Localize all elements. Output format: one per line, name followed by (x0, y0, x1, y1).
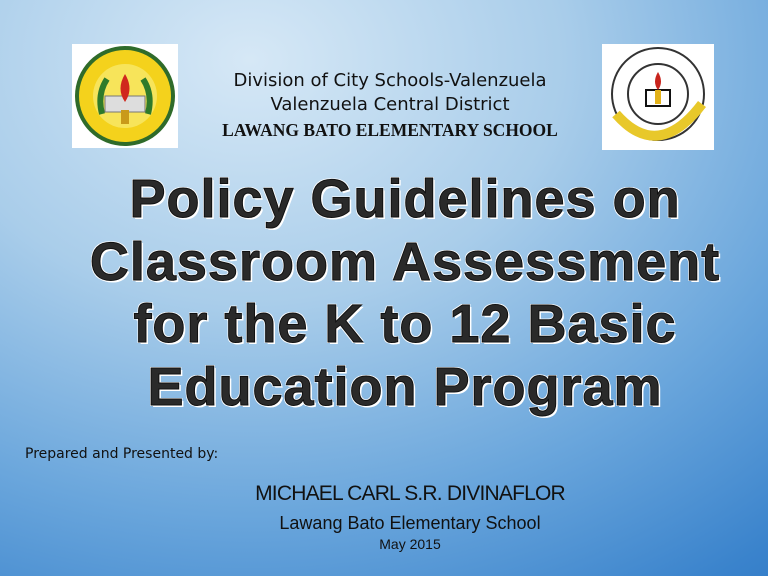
title-line: Education Program (147, 356, 663, 417)
title-line: for the K to 12 Basic (133, 294, 677, 354)
division-name: Division of City Schools-Valenzuela (233, 70, 547, 91)
division-seal-right (602, 44, 714, 150)
title-line: Policy Guidelines on (129, 169, 681, 229)
presentation-date: May 2015 (379, 536, 441, 552)
slide-title (40, 168, 768, 418)
prepared-by-label: Prepared and Presented by: (25, 446, 219, 462)
district-name: Valenzuela Central District (270, 94, 510, 115)
title-line: Classroom Assessment (89, 231, 721, 292)
school-logo-left (72, 44, 178, 148)
presenter-name: MICHAEL CARL S.R. DIVINAFLOR (255, 482, 565, 505)
school-name: LAWANG BATO ELEMENTARY SCHOOL (222, 120, 558, 140)
presenter-school: Lawang Bato Elementary School (279, 513, 541, 533)
